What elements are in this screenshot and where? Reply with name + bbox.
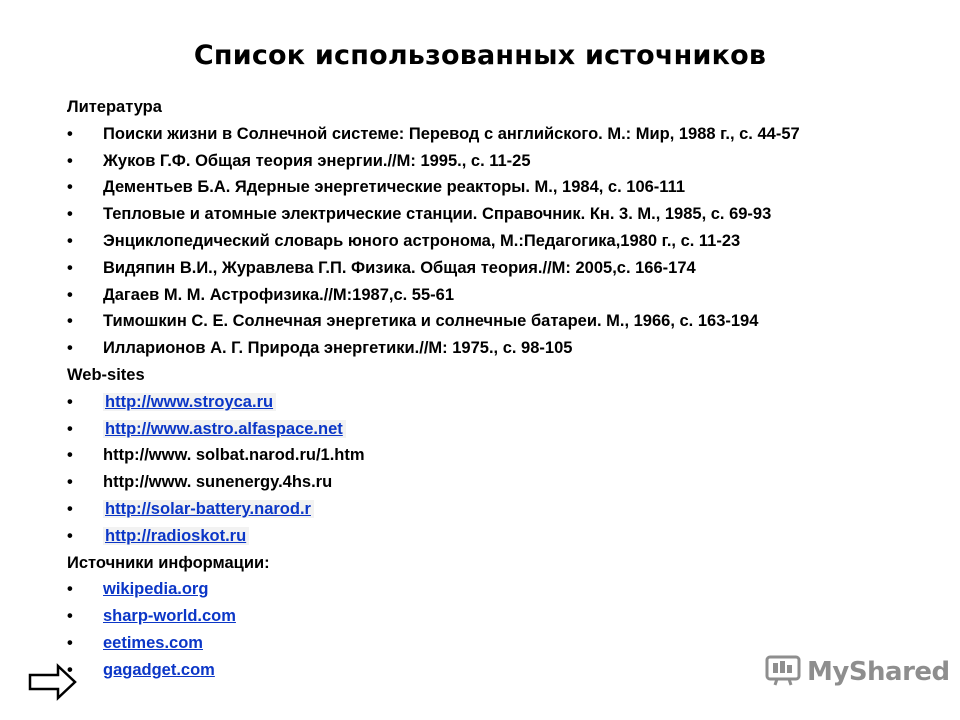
list-item (67, 469, 927, 496)
reference-text: Энциклопедический словарь юного астронома, М.:Педагогика,1980 г., с. 11-23 (103, 231, 741, 250)
list-item (67, 576, 927, 603)
list-item (67, 523, 927, 550)
website-text: http://www. solbat.narod.ru/1.htm (103, 446, 365, 465)
bullet: • (67, 151, 73, 170)
reference-text: Поиски жизни в Солнечной системе: Перевод с английского. М.: Мир, 1988 г., с. 44-57 (103, 124, 800, 143)
website-link[interactable]: http://radioskot.ru (103, 527, 249, 545)
website-link[interactable]: http://www.astro.alfaspace.net (103, 420, 346, 438)
section-heading-websites: Web-sites (67, 365, 145, 384)
list-item (67, 416, 927, 443)
bullet: • (67, 124, 73, 143)
bullet: • (67, 526, 73, 545)
list-item (67, 174, 927, 201)
bullet: • (67, 339, 73, 358)
bullet: • (67, 285, 73, 304)
list-item (67, 389, 927, 416)
bullet: • (67, 580, 73, 599)
list-item (67, 228, 927, 255)
bullet: • (67, 607, 73, 626)
bullet: • (67, 419, 73, 438)
bullet: • (67, 258, 73, 277)
list-item (67, 121, 927, 148)
list-item (67, 442, 927, 469)
bullet: • (67, 473, 73, 492)
list-item (67, 255, 927, 282)
reference-text: Видяпин В.И., Журавлева Г.П. Физика. Общая теория.//М: 2005,с. 166-174 (103, 258, 696, 277)
list-item (67, 282, 927, 309)
bullet: • (67, 392, 73, 411)
bullet: • (67, 499, 73, 518)
list-item (67, 496, 927, 523)
source-link[interactable]: gagadget.com (103, 660, 215, 679)
list-item (67, 308, 927, 335)
brand-name: MyShared (807, 657, 950, 687)
reference-text: Дагаев М. М. Астрофизика.//М:1987,с. 55-61 (103, 285, 455, 304)
source-link[interactable]: sharp-world.com (103, 607, 236, 626)
reference-text: Жуков Г.Ф. Общая теория энергии.//М: 1995., с. 11-25 (103, 151, 531, 170)
list-item (67, 603, 927, 630)
bullet: • (67, 446, 73, 465)
bullet: • (67, 231, 73, 250)
website-link[interactable]: http://solar-battery.narod.r (103, 500, 314, 518)
reference-text: Дементьев Б.А. Ядерные энергетические реакторы. М., 1984, с. 106-111 (103, 178, 686, 197)
slideshow-logo-icon (765, 654, 801, 691)
list-item (67, 148, 927, 175)
bullet: • (67, 660, 73, 679)
bullet: • (67, 312, 73, 331)
next-arrow-icon[interactable] (28, 662, 78, 702)
reference-text: Тепловые и атомные электрические станции. Справочник. Кн. 3. М., 1985, с. 69-93 (103, 205, 772, 224)
list-item (67, 335, 927, 362)
reference-list (67, 94, 927, 684)
section-heading-info-sources: Источники информации: (67, 553, 270, 572)
bullet: • (67, 633, 73, 652)
bullet: • (67, 178, 73, 197)
page-title: Список использованных источников (193, 40, 767, 71)
myshared-logo (765, 652, 950, 692)
list-item (67, 201, 927, 228)
bullet: • (67, 205, 73, 224)
source-link[interactable]: eetimes.com (103, 633, 203, 652)
reference-text: Илларионов А. Г. Природа энергетики.//М: 1975., с. 98-105 (103, 339, 573, 358)
source-link[interactable]: wikipedia.org (103, 580, 209, 599)
website-link[interactable]: http://www.stroyca.ru (103, 393, 276, 411)
section-heading-literature: Литература (67, 98, 162, 116)
website-text: http://www. sunenergy.4hs.ru (103, 473, 333, 492)
reference-text: Тимошкин С. Е. Солнечная энергетика и солнечные батареи. М., 1966, с. 163-194 (103, 312, 759, 331)
